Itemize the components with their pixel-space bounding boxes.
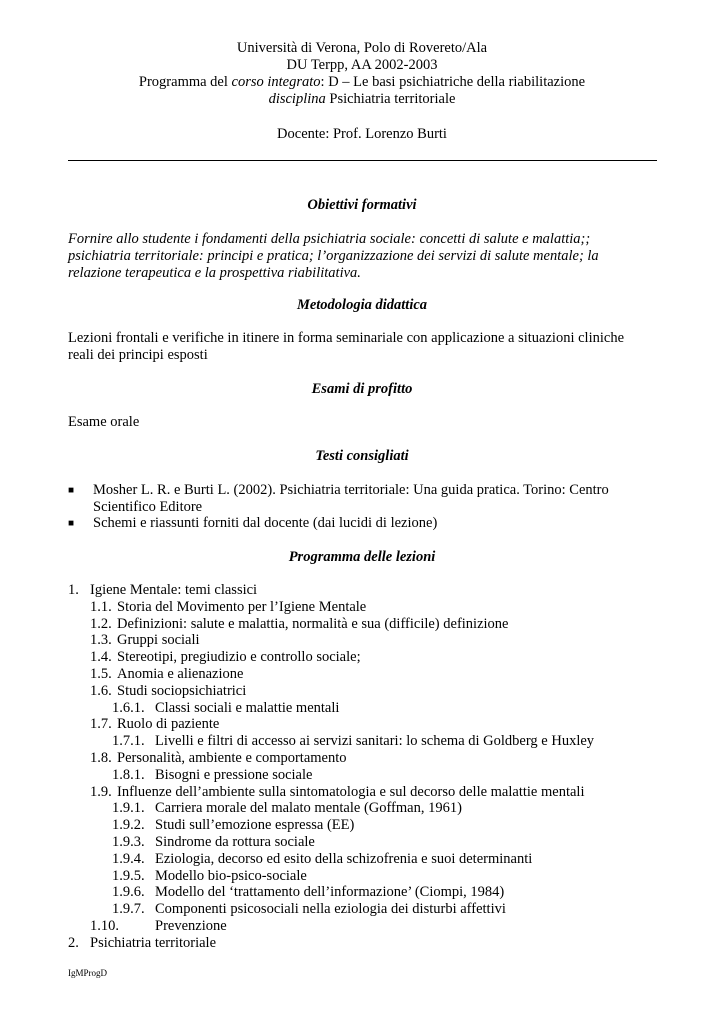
list-item: [68, 784, 668, 801]
esami-text: Esame orale: [68, 414, 140, 430]
program-outline: [68, 582, 668, 952]
outline-number: 1.7.: [90, 716, 112, 733]
outline-number: 1.8.1.: [112, 766, 145, 783]
list-item: [68, 632, 668, 649]
section-title-programma: Programma delle lezioni: [288, 549, 436, 565]
list-item: [68, 683, 668, 700]
outline-text: Psichiatria territoriale: [90, 934, 217, 951]
metodologia-text: [68, 330, 658, 364]
list-item: [68, 817, 668, 834]
outline-number: 1.10.: [90, 917, 119, 934]
outline-number: 1.: [68, 582, 79, 598]
outline-text: Eziologia, decorso ed esito della schizofrenia e suoi determinanti: [155, 850, 533, 867]
outline-text: Stereotipi, pregiudizio e controllo sociale;: [117, 649, 361, 666]
square-bullet-icon: ■: [68, 518, 75, 529]
outline-text: Componenti psicosociali nella eziologia dei disturbi affettivi: [155, 901, 506, 918]
outline-text: Definizioni: salute e malattia, normalità e sua (difficile) definizione: [117, 615, 509, 632]
list-item: [68, 834, 668, 851]
outline-number: 1.8.: [90, 749, 112, 766]
list-item: [68, 851, 668, 868]
bullet-text: Scientifico Editore: [93, 499, 203, 515]
outline-text: Ruolo di paziente: [117, 716, 220, 733]
list-item: [68, 733, 668, 750]
section-title-obiettivi: Obiettivi formativi: [307, 197, 417, 213]
obiettivi-text: [68, 231, 658, 282]
outline-number: 1.9.: [90, 783, 112, 800]
outline-text: Sindrome da rottura sociale: [155, 833, 315, 850]
list-item: [68, 616, 668, 633]
metodologia-line: Lezioni frontali e verifiche in itinere in forma seminariale con applicazione a situazioni cliniche: [68, 330, 624, 346]
outline-number: 2.: [68, 934, 79, 951]
list-item: [68, 884, 668, 901]
outline-number: 1.9.6.: [112, 884, 145, 901]
outline-number: 1.5.: [90, 665, 112, 682]
outline-text: Studi sociopsichiatrici: [117, 682, 247, 699]
outline-number: 1.3.: [90, 632, 112, 649]
list-item: [68, 716, 668, 733]
outline-number: 1.9.5.: [112, 867, 145, 884]
outline-text: Personalità, ambiente e comportamento: [117, 749, 347, 766]
outline-number: 1.7.1.: [112, 733, 145, 750]
header-divider: [68, 160, 657, 161]
bullet-text: Mosher L. R. e Burti L. (2002). Psichiatria territoriale: Una guida pratica. Torino: Centro: [93, 482, 609, 498]
bullet-text: Schemi e riassunti forniti dal docente (dai lucidi di lezione): [93, 515, 438, 531]
outline-text: Livelli e filtri di accesso ai servizi sanitari: lo schema di Goldberg e Huxley: [155, 733, 595, 750]
header-line-discipline: [0, 91, 724, 108]
section-title-esami: Esami di profitto: [311, 381, 413, 397]
list-item: [68, 800, 668, 817]
program-title: : D – Le basi psichiatriche della riabilitazione: [320, 74, 586, 90]
metodologia-line: reali dei principi esposti: [68, 347, 208, 363]
outline-text: Modello bio-psico-sociale: [155, 867, 307, 884]
list-item: [68, 599, 668, 616]
page-footer: IgMProgD: [68, 968, 108, 978]
header-line-university: Università di Verona, Polo di Rovereto/Ala: [236, 40, 488, 56]
outline-number: 1.9.4.: [112, 850, 145, 867]
outline-number: 1.2.: [90, 615, 112, 632]
list-item: [68, 582, 668, 599]
outline-text: Influenze dell’ambiente sulla sintomatologia e sul decorso delle malattie mentali: [117, 783, 585, 800]
outline-number: 1.9.7.: [112, 901, 145, 918]
list-item: [68, 649, 668, 666]
section-title-metodologia: Metodologia didattica: [296, 297, 428, 313]
list-item: [68, 767, 668, 784]
outline-number: 1.6.1.: [112, 699, 145, 716]
outline-number: 1.9.2.: [112, 817, 145, 834]
outline-text: Gruppi sociali: [117, 632, 200, 649]
obiettivi-line: relazione terapeutica e la prospettiva riabilitativa.: [68, 265, 361, 281]
discipline-name: Psichiatria territoriale: [325, 91, 456, 107]
outline-text: Igiene Mentale: temi classici: [90, 582, 258, 598]
outline-number: 1.9.3.: [112, 833, 145, 850]
outline-number: 1.1.: [90, 598, 112, 615]
list-item: [68, 515, 658, 532]
outline-text: Bisogni e pressione sociale: [155, 766, 313, 783]
outline-number: 1.4.: [90, 649, 112, 666]
list-item: [68, 901, 668, 918]
list-item: [68, 750, 668, 767]
header-line-program: [0, 74, 724, 91]
outline-text: Prevenzione: [155, 917, 227, 934]
list-item: [68, 700, 668, 717]
list-item: [68, 935, 668, 952]
outline-number: 1.6.: [90, 682, 112, 699]
square-bullet-icon: ■: [68, 485, 75, 496]
list-item: [68, 482, 658, 516]
outline-text: Classi sociali e malattie mentali: [155, 699, 340, 716]
outline-text: Anomia e alienazione: [117, 665, 244, 682]
obiettivi-line: psichiatria territoriale: principi e pratica; l’organizzazione dei servizi di salute mentale; la: [68, 248, 599, 264]
outline-text: Carriera morale del malato mentale (Goffman, 1961): [155, 800, 462, 817]
list-item: [68, 666, 668, 683]
list-item: [68, 918, 668, 935]
outline-text: Studi sull’emozione espressa (EE): [155, 817, 355, 834]
discipline-label: disciplina: [268, 91, 326, 107]
document-header: [0, 40, 724, 108]
outline-number: 1.9.1.: [112, 800, 145, 817]
outline-text: Modello del ‘trattamento dell’informazione’ (Ciompi, 1984): [155, 884, 505, 901]
program-corso-integrato: corso integrato: [231, 74, 321, 90]
section-title-testi: Testi consigliati: [315, 448, 409, 464]
program-label: Programma del: [138, 74, 232, 90]
obiettivi-line: Fornire allo studente i fondamenti della psichiatria sociale: concetti di salute e malattia;;: [68, 231, 591, 247]
outline-text: Storia del Movimento per l’Igiene Mentale: [117, 598, 367, 615]
docente-line: Docente: Prof. Lorenzo Burti: [277, 126, 447, 142]
header-line-course: DU Terpp, AA 2002-2003: [286, 57, 438, 73]
list-item: [68, 868, 668, 885]
